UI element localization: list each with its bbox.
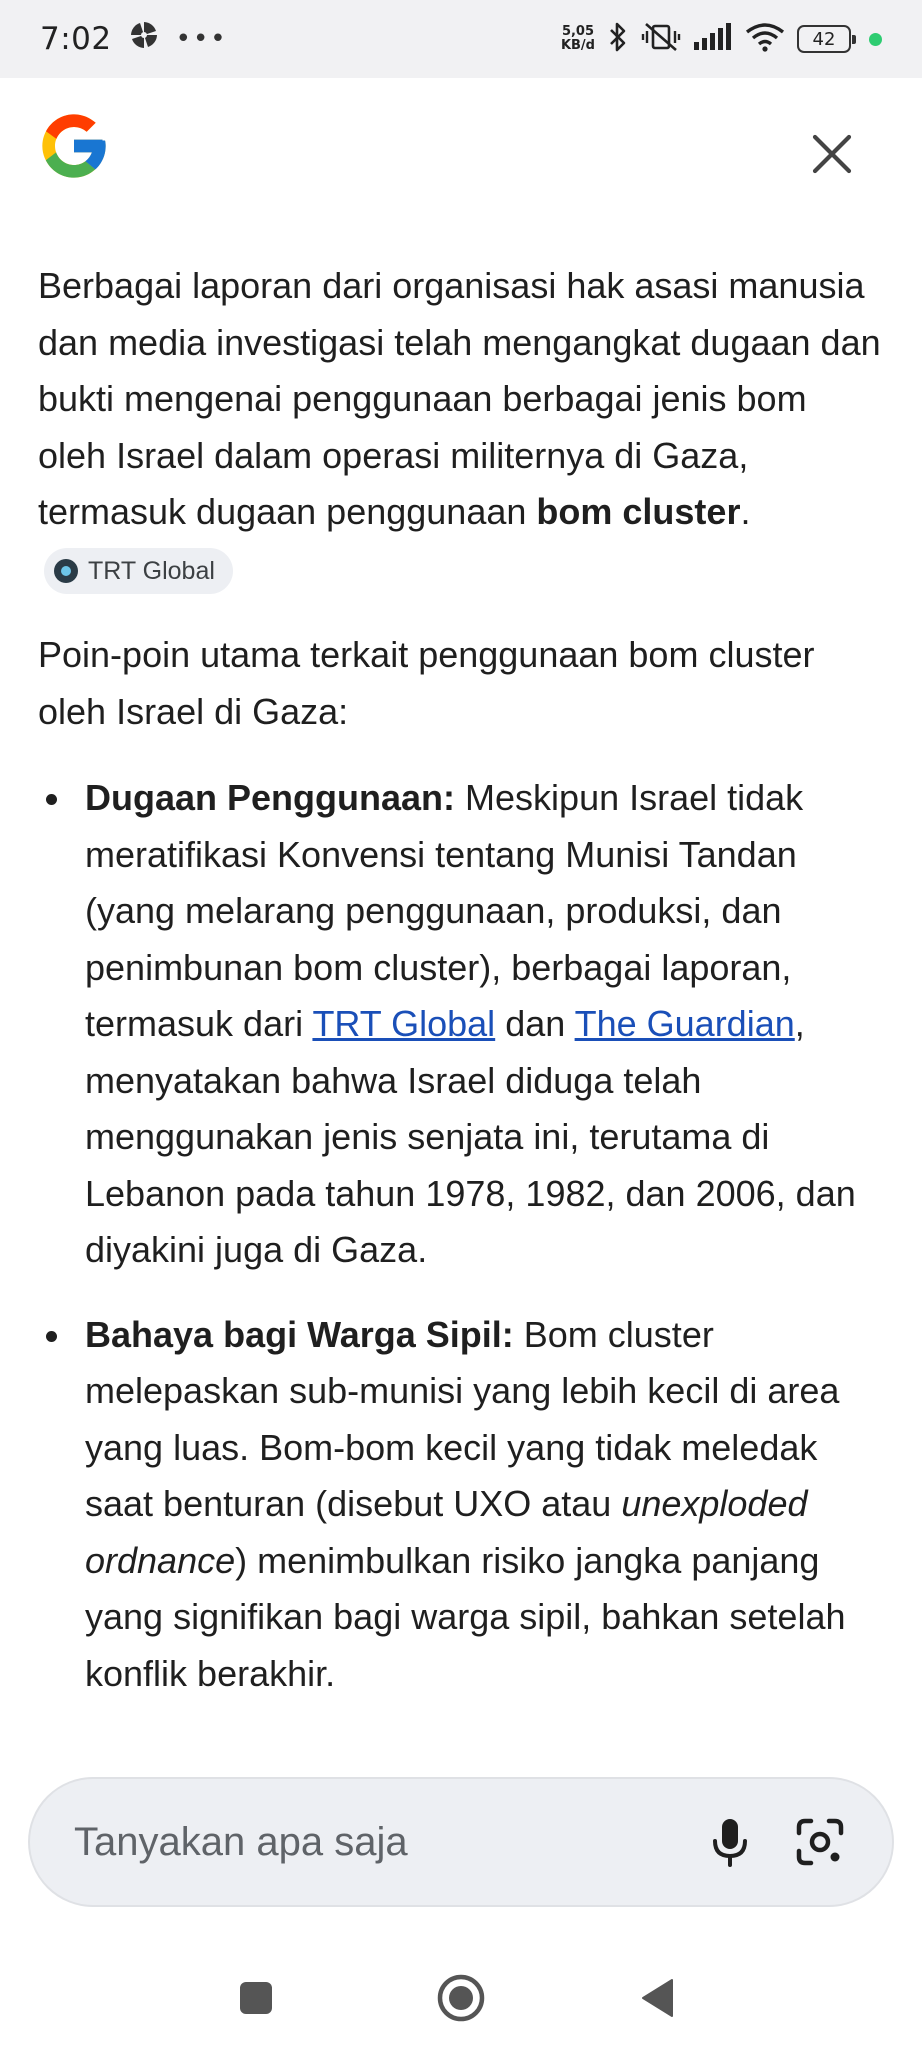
microphone-icon — [712, 1817, 748, 1867]
bluetooth-icon — [607, 21, 629, 57]
status-icons — [561, 21, 882, 57]
system-nav-bar — [0, 1940, 922, 2048]
close-icon — [810, 132, 854, 176]
google-g-icon — [36, 108, 112, 184]
bullet-text: , menyatakan bahwa Israel diduga telah menggunakan jenis senjata ini, terutama di Lebanon pada tahun 1978, 1982, dan 2006, dan diyakini juga di Gaza. — [85, 1003, 856, 1270]
recents-button[interactable] — [228, 1970, 284, 2026]
bullet-title: Bahaya bagi Warga Sipil: — [85, 1313, 514, 1355]
privacy-indicator-dot — [869, 33, 882, 46]
lens-button[interactable] — [792, 1814, 848, 1870]
vibrate-off-icon — [641, 21, 681, 57]
battery-icon — [797, 25, 851, 53]
battery-level: 42 — [812, 28, 836, 50]
signal-icon — [693, 22, 733, 56]
intro-paragraph — [38, 258, 884, 597]
microphone-button[interactable] — [702, 1814, 758, 1870]
bullet-italic-term: unexploded ordnance — [85, 1483, 808, 1581]
bullet-title: Dugaan Penggunaan: — [85, 777, 456, 818]
close-button[interactable] — [800, 122, 864, 186]
list-item — [38, 770, 884, 1279]
network-speed — [561, 25, 595, 53]
bullet-text: dan — [495, 1003, 575, 1044]
intro-bold-term: bom cluster — [536, 491, 741, 532]
bullet-text: Bom cluster melepaskan sub-munisi yang lebih kecil di area yang luas. Bom-bom kecil yang tidak meledak saat benturan (disebut UXO atau — [85, 1313, 840, 1524]
status-time: 7:02 — [40, 21, 112, 57]
network-speed-value: 5,05 — [561, 24, 595, 39]
bullet-list — [38, 770, 884, 1702]
bullet-text: ) menimbulkan risiko jangka panjang yang signifikan bagi warga sipil, bahkan setelah konflik berakhir. — [85, 1539, 846, 1694]
list-item — [38, 1307, 884, 1703]
ask-bar — [28, 1777, 894, 1907]
intro-text: Berbagai laporan dari organisasi hak asasi manusia dan media investigasi telah mengangkat dugaan dan bukti mengenai penggunaan berbagai jenis bom oleh Israel dalam operasi militernya di Gaza, termasuk dugaan penggunaan — [38, 265, 881, 532]
status-bar — [0, 0, 922, 78]
bullet-text: Meskipun Israel tidak meratifikasi Konvensi tentang Munisi Tandan (yang melarang penggunaan, produksi, dan penimbunan bom cluster), berbagai laporan, termasuk dari — [85, 777, 804, 1044]
source-chip[interactable] — [44, 548, 233, 594]
trt-source-icon — [54, 559, 78, 583]
camera-lens-icon — [795, 1817, 845, 1867]
ask-input[interactable] — [74, 1820, 702, 1865]
wifi-icon — [745, 22, 785, 56]
network-speed-unit: KB/d — [560, 38, 595, 53]
top-bar — [0, 78, 922, 228]
back-triangle-icon — [640, 1978, 676, 2018]
home-button[interactable] — [430, 1967, 492, 2029]
source-chip-label: TRT Global — [88, 556, 215, 585]
ai-answer — [38, 258, 884, 1730]
link-trt-global[interactable]: TRT Global — [312, 1003, 496, 1044]
recents-square-icon — [239, 1981, 273, 2015]
back-button[interactable] — [630, 1970, 686, 2026]
intro-end: . — [740, 491, 751, 532]
lead-paragraph: Poin-poin utama terkait penggunaan bom cluster oleh Israel di Gaza: — [38, 634, 815, 732]
more-dots-icon: ••• — [175, 24, 228, 54]
pinwheel-icon — [128, 19, 160, 59]
home-circle-icon — [437, 1974, 485, 2022]
link-the-guardian[interactable]: The Guardian — [574, 1003, 795, 1044]
